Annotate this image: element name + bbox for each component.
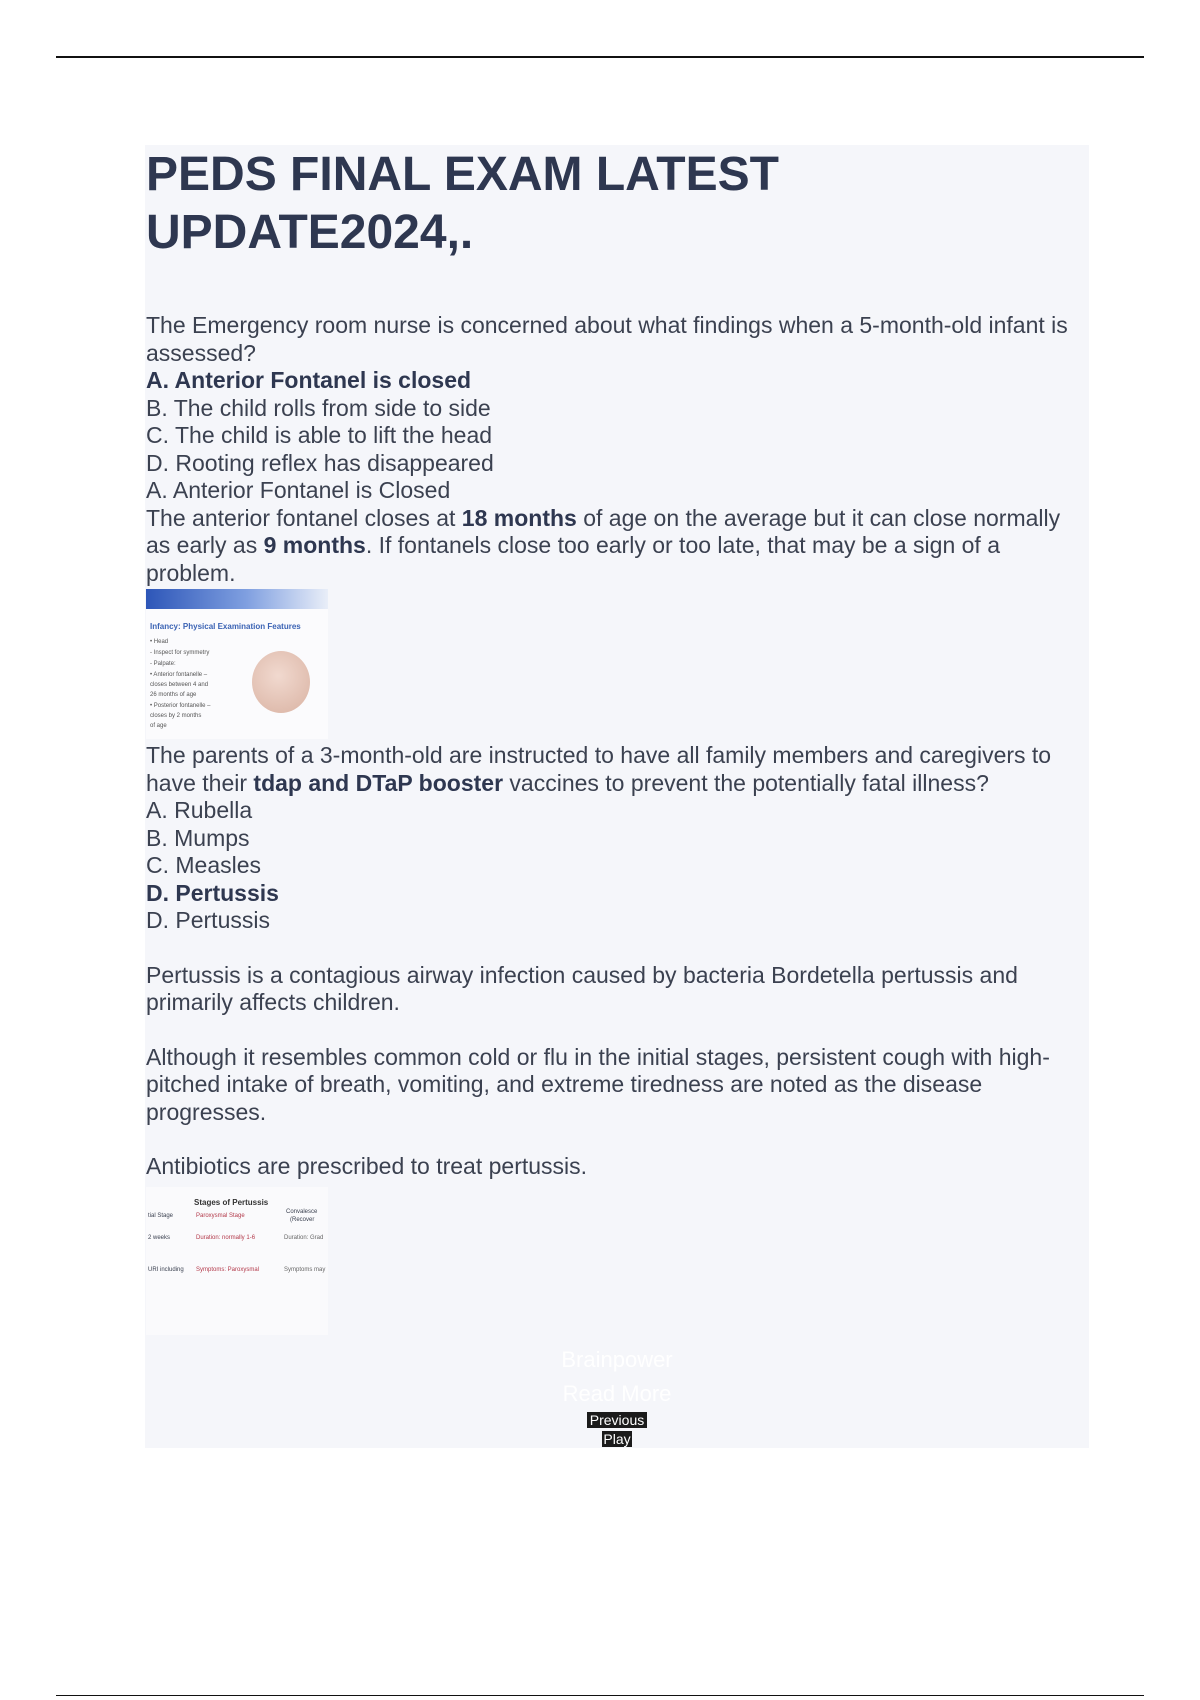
table-cell: Symptoms: Paroxysmal xyxy=(196,1266,260,1273)
figure-bullet: 26 months of age xyxy=(150,692,197,698)
q2-question: The parents of a 3-month-old are instructed to have all family members and caregivers to have their tdap and DTaP booster vaccines to prevent the potentially fatal illness? xyxy=(146,742,1052,796)
infant-skull-illustration xyxy=(252,651,310,713)
table-header: Convalesce xyxy=(286,1208,318,1215)
q1-option-a: A. Anterior Fontanel is closed xyxy=(146,367,472,393)
table-cell: 2 weeks xyxy=(148,1234,171,1241)
figure-bullet: • Posterior fontanelle – xyxy=(150,703,211,709)
q2-option-c: C. Measles xyxy=(146,852,262,878)
bottom-rule xyxy=(56,1695,1144,1696)
figure-title: Stages of Pertussis xyxy=(194,1197,269,1207)
q2-paragraph-2: Although it resembles common cold or flu in the initial stages, persistent cough with high-pitched intake of breath, vomiting, and extreme tiredness are noted as the disease progresses. xyxy=(146,1043,1050,1125)
top-rule xyxy=(56,56,1144,58)
figure-header-band xyxy=(146,589,328,609)
table-header: Paroxysmal Stage xyxy=(196,1212,245,1219)
q2-option-a: A. Rubella xyxy=(146,797,253,823)
q2-option-b: B. Mumps xyxy=(146,824,250,851)
previous-button[interactable]: Previous xyxy=(587,1412,647,1428)
watermark-brand: Brainpower xyxy=(561,1347,673,1372)
play-button[interactable]: Play xyxy=(603,1431,631,1447)
q1-question: The Emergency room nurse is concerned about what findings when a 5-month-old infant is assessed? xyxy=(146,312,1068,366)
page-title: PEDS FINAL EXAM LATEST UPDATE2024,. xyxy=(146,148,779,259)
figure-title: Infancy: Physical Examination Features xyxy=(150,622,301,631)
q2-option-d: D. Pertussis xyxy=(146,879,279,906)
figure-bullet: - Inspect for symmetry xyxy=(150,650,210,656)
q2-paragraph-1: Pertussis is a contagious airway infection caused by bacteria Bordetella pertussis and primarily affects children. xyxy=(146,961,1018,1015)
figure-bullet: of age xyxy=(150,723,167,729)
fontanel-figure xyxy=(146,589,328,739)
figure-bullet: closes between 4 and xyxy=(150,682,209,688)
q1-option-c: C. The child is able to lift the head xyxy=(146,422,493,448)
table-cell: Symptoms may xyxy=(284,1266,326,1273)
read-more-link[interactable]: Read More xyxy=(562,1381,672,1406)
figure-bullet: closes by 2 months xyxy=(150,713,202,719)
table-cell: Duration: Grad xyxy=(284,1234,324,1241)
document-body xyxy=(146,312,1086,1335)
table-cell: Duration: normally 1-6 xyxy=(196,1234,256,1241)
q2-paragraph-3: Antibiotics are prescribed to treat pertussis. xyxy=(146,1153,588,1179)
figure-bullet: • Head xyxy=(150,639,169,645)
q1-option-d: D. Rooting reflex has disappeared xyxy=(146,449,494,476)
table-cell: URI including xyxy=(148,1266,184,1273)
figure-bullet: • Anterior fontanelle – xyxy=(150,672,208,678)
q1-option-b: B. The child rolls from side to side xyxy=(146,394,491,421)
q1-explanation: The anterior fontanel closes at 18 months of age on the average but it can close normally as early as 9 months. If fontanels close too early or too late, that may be a sign of a problem. xyxy=(146,504,1061,586)
q1-answer: A. Anterior Fontanel is Closed xyxy=(146,477,451,503)
pertussis-stages-figure xyxy=(146,1187,328,1335)
table-header: (Recover xyxy=(290,1216,315,1223)
q2-answer: D. Pertussis xyxy=(146,907,270,933)
figure-bullet: - Palpate: xyxy=(150,661,176,667)
table-header: tial Stage xyxy=(148,1212,174,1219)
